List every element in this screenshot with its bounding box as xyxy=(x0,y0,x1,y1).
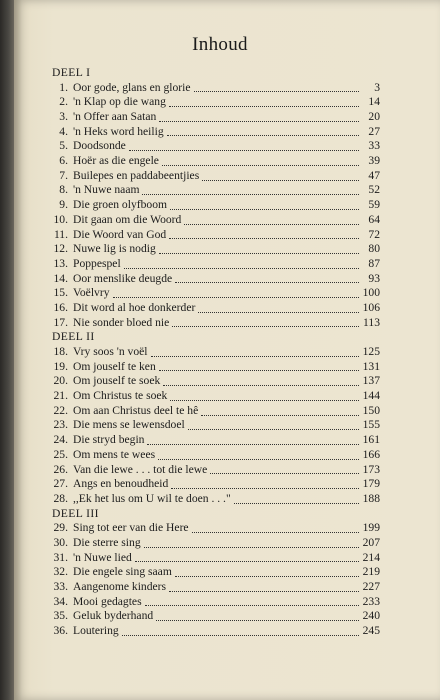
entry-page-number: 150 xyxy=(362,403,380,417)
entry-number: 21. xyxy=(53,389,68,403)
dot-leader xyxy=(175,270,359,283)
entry-page-number: 188 xyxy=(362,491,380,505)
entry-page-number: 87 xyxy=(368,256,380,270)
part-heading: DEEL I xyxy=(52,66,91,79)
dot-leader xyxy=(163,373,359,386)
entry-number: 25. xyxy=(53,447,68,461)
entry-number: 1. xyxy=(59,80,68,94)
entry-number: 35. xyxy=(53,609,68,623)
entry-number: 34. xyxy=(53,594,68,608)
dot-leader xyxy=(113,285,360,298)
entry-title: 'n Nuwe lied xyxy=(73,550,132,564)
entry-number: 32. xyxy=(53,565,68,579)
dot-leader xyxy=(124,256,359,269)
entry-page-number: 144 xyxy=(362,389,380,403)
dot-leader xyxy=(188,417,359,430)
entry-number: 29. xyxy=(53,521,68,535)
entry-number: 18. xyxy=(53,345,68,359)
dot-leader xyxy=(129,138,359,151)
entry-number: 7. xyxy=(59,168,68,182)
entry-title: Nuwe lig is nodig xyxy=(73,242,156,256)
dot-leader xyxy=(167,123,359,136)
dot-leader xyxy=(159,358,359,371)
entry-title: Doodsonde xyxy=(73,139,126,153)
entry-title: Mooi gedagtes xyxy=(73,594,142,608)
entry-page-number: 166 xyxy=(362,447,380,461)
entry-page-number: 214 xyxy=(362,550,380,564)
entry-title: Geluk byderhand xyxy=(73,609,154,623)
dot-leader xyxy=(198,300,359,313)
entry-title: Oor gode, glans en glorie xyxy=(73,80,191,94)
entry-page-number: 155 xyxy=(362,418,380,432)
entry-page-number: 14 xyxy=(368,95,380,109)
entry-title: Poppespel xyxy=(73,256,121,270)
entry-title: Die Woord van God xyxy=(73,227,167,241)
entry-number: 22. xyxy=(53,403,68,417)
dot-leader xyxy=(159,241,359,254)
entry-title: Die sterre sing xyxy=(73,535,141,549)
dot-leader xyxy=(169,226,359,239)
entry-page-number: 106 xyxy=(362,300,380,314)
entry-title: Vry soos 'n voël xyxy=(73,345,148,359)
entry-title: Om jouself te ken xyxy=(73,359,156,373)
entry-number: 30. xyxy=(53,535,68,549)
toc-entry[interactable] xyxy=(50,624,380,639)
entry-title: Die groen olyfboom xyxy=(73,198,168,212)
entry-number: 23. xyxy=(53,418,68,432)
entry-title: Nie sonder bloed nie xyxy=(73,315,170,329)
entry-number: 8. xyxy=(59,183,68,197)
dot-leader xyxy=(145,593,359,606)
entry-title: 'n Nuwe naam xyxy=(73,183,140,197)
dot-leader xyxy=(159,109,359,122)
entry-title: Oor menslike deugde xyxy=(73,271,173,285)
part-heading: DEEL II xyxy=(52,330,95,344)
dot-leader xyxy=(201,403,359,416)
entry-title: Die engele sing saam xyxy=(73,565,172,579)
entry-page-number: 64 xyxy=(368,212,380,226)
entry-page-number: 33 xyxy=(368,139,380,153)
dot-leader xyxy=(184,212,359,225)
entry-title: Die stryd begin xyxy=(73,433,145,447)
dot-leader xyxy=(144,535,359,548)
entry-title: Voëlvry xyxy=(73,286,110,300)
entry-number: 10. xyxy=(53,212,68,226)
dot-leader xyxy=(170,388,359,401)
entry-title: Builepes en paddabeentjies xyxy=(73,168,200,182)
entry-page-number: 27 xyxy=(368,124,380,138)
entry-title: Hoër as die engele xyxy=(73,154,159,168)
dot-leader xyxy=(158,447,359,460)
dot-leader xyxy=(169,94,359,107)
entry-number: 26. xyxy=(53,462,68,476)
entry-number: 17. xyxy=(53,315,68,329)
entry-number: 12. xyxy=(53,242,68,256)
entry-title: Sing tot eer van die Here xyxy=(73,521,189,535)
dot-leader xyxy=(169,579,359,592)
entry-title: ,,Ek het lus om U wil te doen . . ." xyxy=(73,491,231,505)
entry-page-number: 47 xyxy=(368,168,380,182)
entry-number: 2. xyxy=(59,95,68,109)
entry-page-number: 179 xyxy=(362,477,380,491)
toc-entry[interactable] xyxy=(50,492,380,507)
entry-number: 27. xyxy=(53,477,68,491)
dot-leader xyxy=(135,549,359,562)
entry-page-number: 93 xyxy=(368,271,380,285)
entry-page-number: 219 xyxy=(362,565,380,579)
dot-leader xyxy=(122,623,359,636)
entry-number: 14. xyxy=(53,271,68,285)
entry-title: Om aan Christus deel te hê xyxy=(73,403,199,417)
entry-page-number: 100 xyxy=(362,286,380,300)
entry-page-number: 233 xyxy=(362,594,380,608)
dot-leader xyxy=(147,432,359,445)
entry-page-number: 80 xyxy=(368,242,380,256)
entry-number: 31. xyxy=(53,550,68,564)
entry-number: 11. xyxy=(53,227,68,241)
entry-title: Die mens se lewensdoel xyxy=(73,418,185,432)
entry-page-number: 245 xyxy=(362,624,380,638)
entry-number: 6. xyxy=(59,154,68,168)
part-heading: DEEL III xyxy=(52,506,99,520)
dot-leader xyxy=(156,608,359,621)
dot-leader xyxy=(170,197,359,210)
entry-number: 24. xyxy=(53,433,68,447)
dot-leader xyxy=(202,168,359,181)
entry-page-number: 20 xyxy=(368,110,380,124)
entry-page-number: 39 xyxy=(368,154,380,168)
dot-leader xyxy=(151,344,360,357)
entry-page-number: 72 xyxy=(368,227,380,241)
dot-leader xyxy=(192,520,359,533)
entry-title: Angs en benoudheid xyxy=(73,477,169,491)
dot-leader xyxy=(175,564,359,577)
entry-title: Aangenome kinders xyxy=(73,580,167,594)
entry-page-number: 131 xyxy=(362,359,380,373)
dot-leader xyxy=(194,79,359,92)
entry-page-number: 125 xyxy=(362,345,380,359)
entry-number: 13. xyxy=(53,256,68,270)
dot-leader xyxy=(234,491,359,504)
dot-leader xyxy=(172,314,359,327)
entry-number: 19. xyxy=(53,359,68,373)
entry-number: 36. xyxy=(53,624,68,638)
entry-number: 28. xyxy=(53,491,68,505)
entry-title: Loutering xyxy=(73,624,119,638)
entry-number: 5. xyxy=(59,139,68,153)
entry-title: Van die lewe . . . tot die lewe xyxy=(73,462,208,476)
dot-leader xyxy=(171,476,359,489)
entry-page-number: 199 xyxy=(362,521,380,535)
dot-leader xyxy=(210,461,359,474)
entry-page-number: 3 xyxy=(374,80,380,94)
dot-leader xyxy=(142,182,359,195)
table-of-contents xyxy=(50,66,380,639)
entry-page-number: 161 xyxy=(362,433,380,447)
entry-title: Dit word al hoe donkerder xyxy=(73,300,196,314)
entry-page-number: 207 xyxy=(362,535,380,549)
entry-number: 3. xyxy=(59,110,68,124)
entry-page-number: 173 xyxy=(362,462,380,476)
entry-title: Om Christus te soek xyxy=(73,389,168,403)
entry-number: 20. xyxy=(53,374,68,388)
entry-number: 16. xyxy=(53,300,68,314)
entry-title: 'n Heks word heilig xyxy=(73,124,164,138)
entry-number: 15. xyxy=(53,286,68,300)
entry-number: 4. xyxy=(59,124,68,138)
entry-number: 9. xyxy=(59,198,68,212)
entry-page-number: 137 xyxy=(362,374,380,388)
entry-title: Dit gaan om die Woord xyxy=(73,212,182,226)
entry-page-number: 227 xyxy=(362,580,380,594)
entry-page-number: 113 xyxy=(363,315,380,329)
toc-entry[interactable] xyxy=(50,316,380,331)
entry-number: 33. xyxy=(53,580,68,594)
entry-page-number: 240 xyxy=(362,609,380,623)
dot-leader xyxy=(162,153,359,166)
entry-page-number: 59 xyxy=(368,198,380,212)
entry-title: 'n Klap op die wang xyxy=(73,95,166,109)
entry-title: Om jouself te soek xyxy=(73,374,161,388)
book-spine-shadow xyxy=(0,0,14,700)
entry-title: 'n Offer aan Satan xyxy=(73,110,157,124)
page-title: Inhoud xyxy=(192,34,248,55)
entry-page-number: 52 xyxy=(368,183,380,197)
entry-title: Om mens te wees xyxy=(73,447,156,461)
